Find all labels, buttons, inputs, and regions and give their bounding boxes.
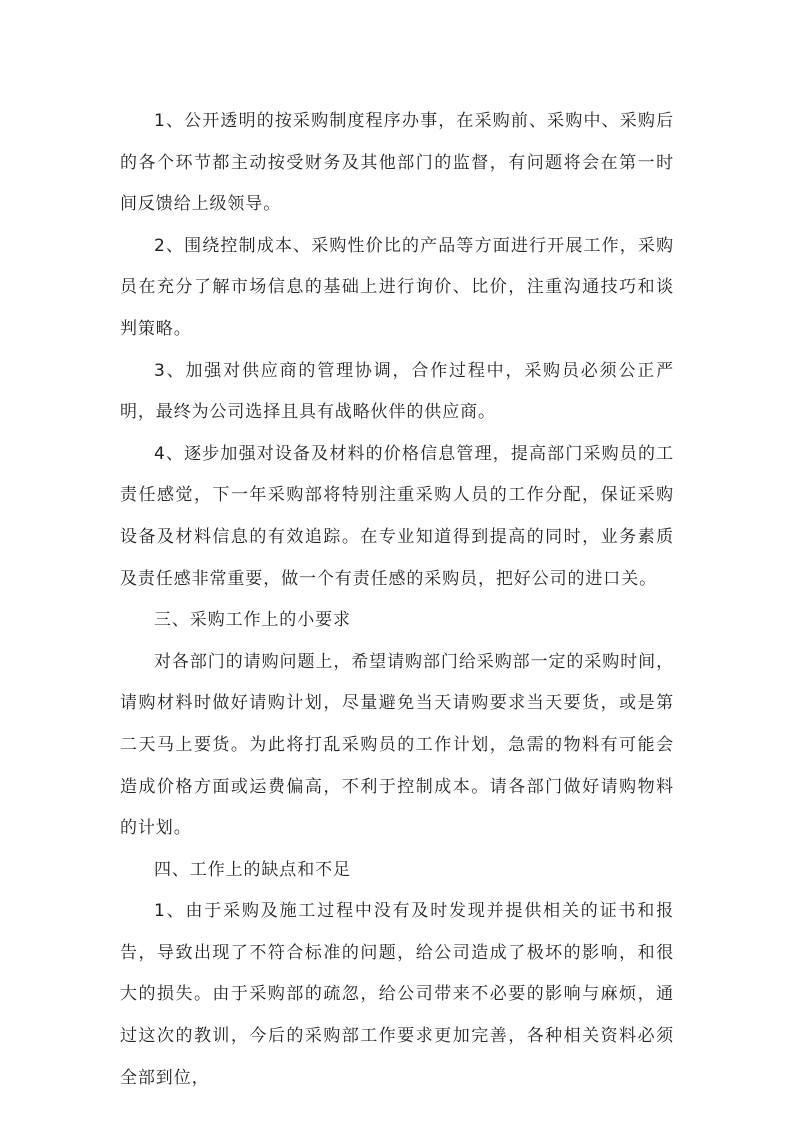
paragraph-cost-control: 2、围绕控制成本、采购性价比的产品等方面进行开展工作，采购员在充分了解市场信息的基础上进行询价、比价，注重沟通技巧和谈判策略。 — [120, 235, 674, 339]
paragraph-price-information: 4、逐步加强对设备及材料的价格信息管理，提高部门采购员的工责任感觉，下一年采购部将特别注重采购人员的工作分配，保证采购设备及材料信息的有效追踪。在专业知道得到提高的同时，业务素质及责任感非常重要，做一个有责任感的采购员，把好公司的进口关。 — [120, 443, 674, 589]
paragraph-procurement-transparency: 1、公开透明的按采购制度程序办事，在采购前、采购中、采购后的各个环节都主动按受财务及其他部门的监督，有问题将会在第一时间反馈给上级领导。 — [120, 111, 674, 215]
document-body — [120, 101, 674, 1099]
paragraph-shortcomings: 1、由于采购及施工过程中没有及时发现并提供相关的证书和报告，导致出现了不符合标准的问题，给公司造成了极坏的影响，和很大的损失。由于采购部的疏忽，给公司带来不必要的影响与麻烦，通过这次的教训，今后的采购部工作要求更加完善，各种相关资料必须全部到位， — [120, 901, 674, 1088]
paragraph-supplier-management: 3、加强对供应商的管理协调，合作过程中，采购员必须公正严明，最终为公司选择且具有战略伙伴的供应商。 — [120, 360, 674, 423]
paragraph-purchase-requests: 对各部门的请购问题上，希望请购部门给采购部一定的采购时间，请购材料时做好请购计划，尽量避免当天请购要求当天要货，或是第二天马上要货。为此将打乱采购员的工作计划，急需的物料有可能会造成价格方面或运费偏高，不利于控制成本。请各部门做好请购物料的计划。 — [120, 651, 674, 839]
section-heading-shortcomings: 四、工作上的缺点和不足 — [154, 859, 351, 880]
section-heading-requirements: 三、采购工作上的小要求 — [154, 610, 351, 631]
